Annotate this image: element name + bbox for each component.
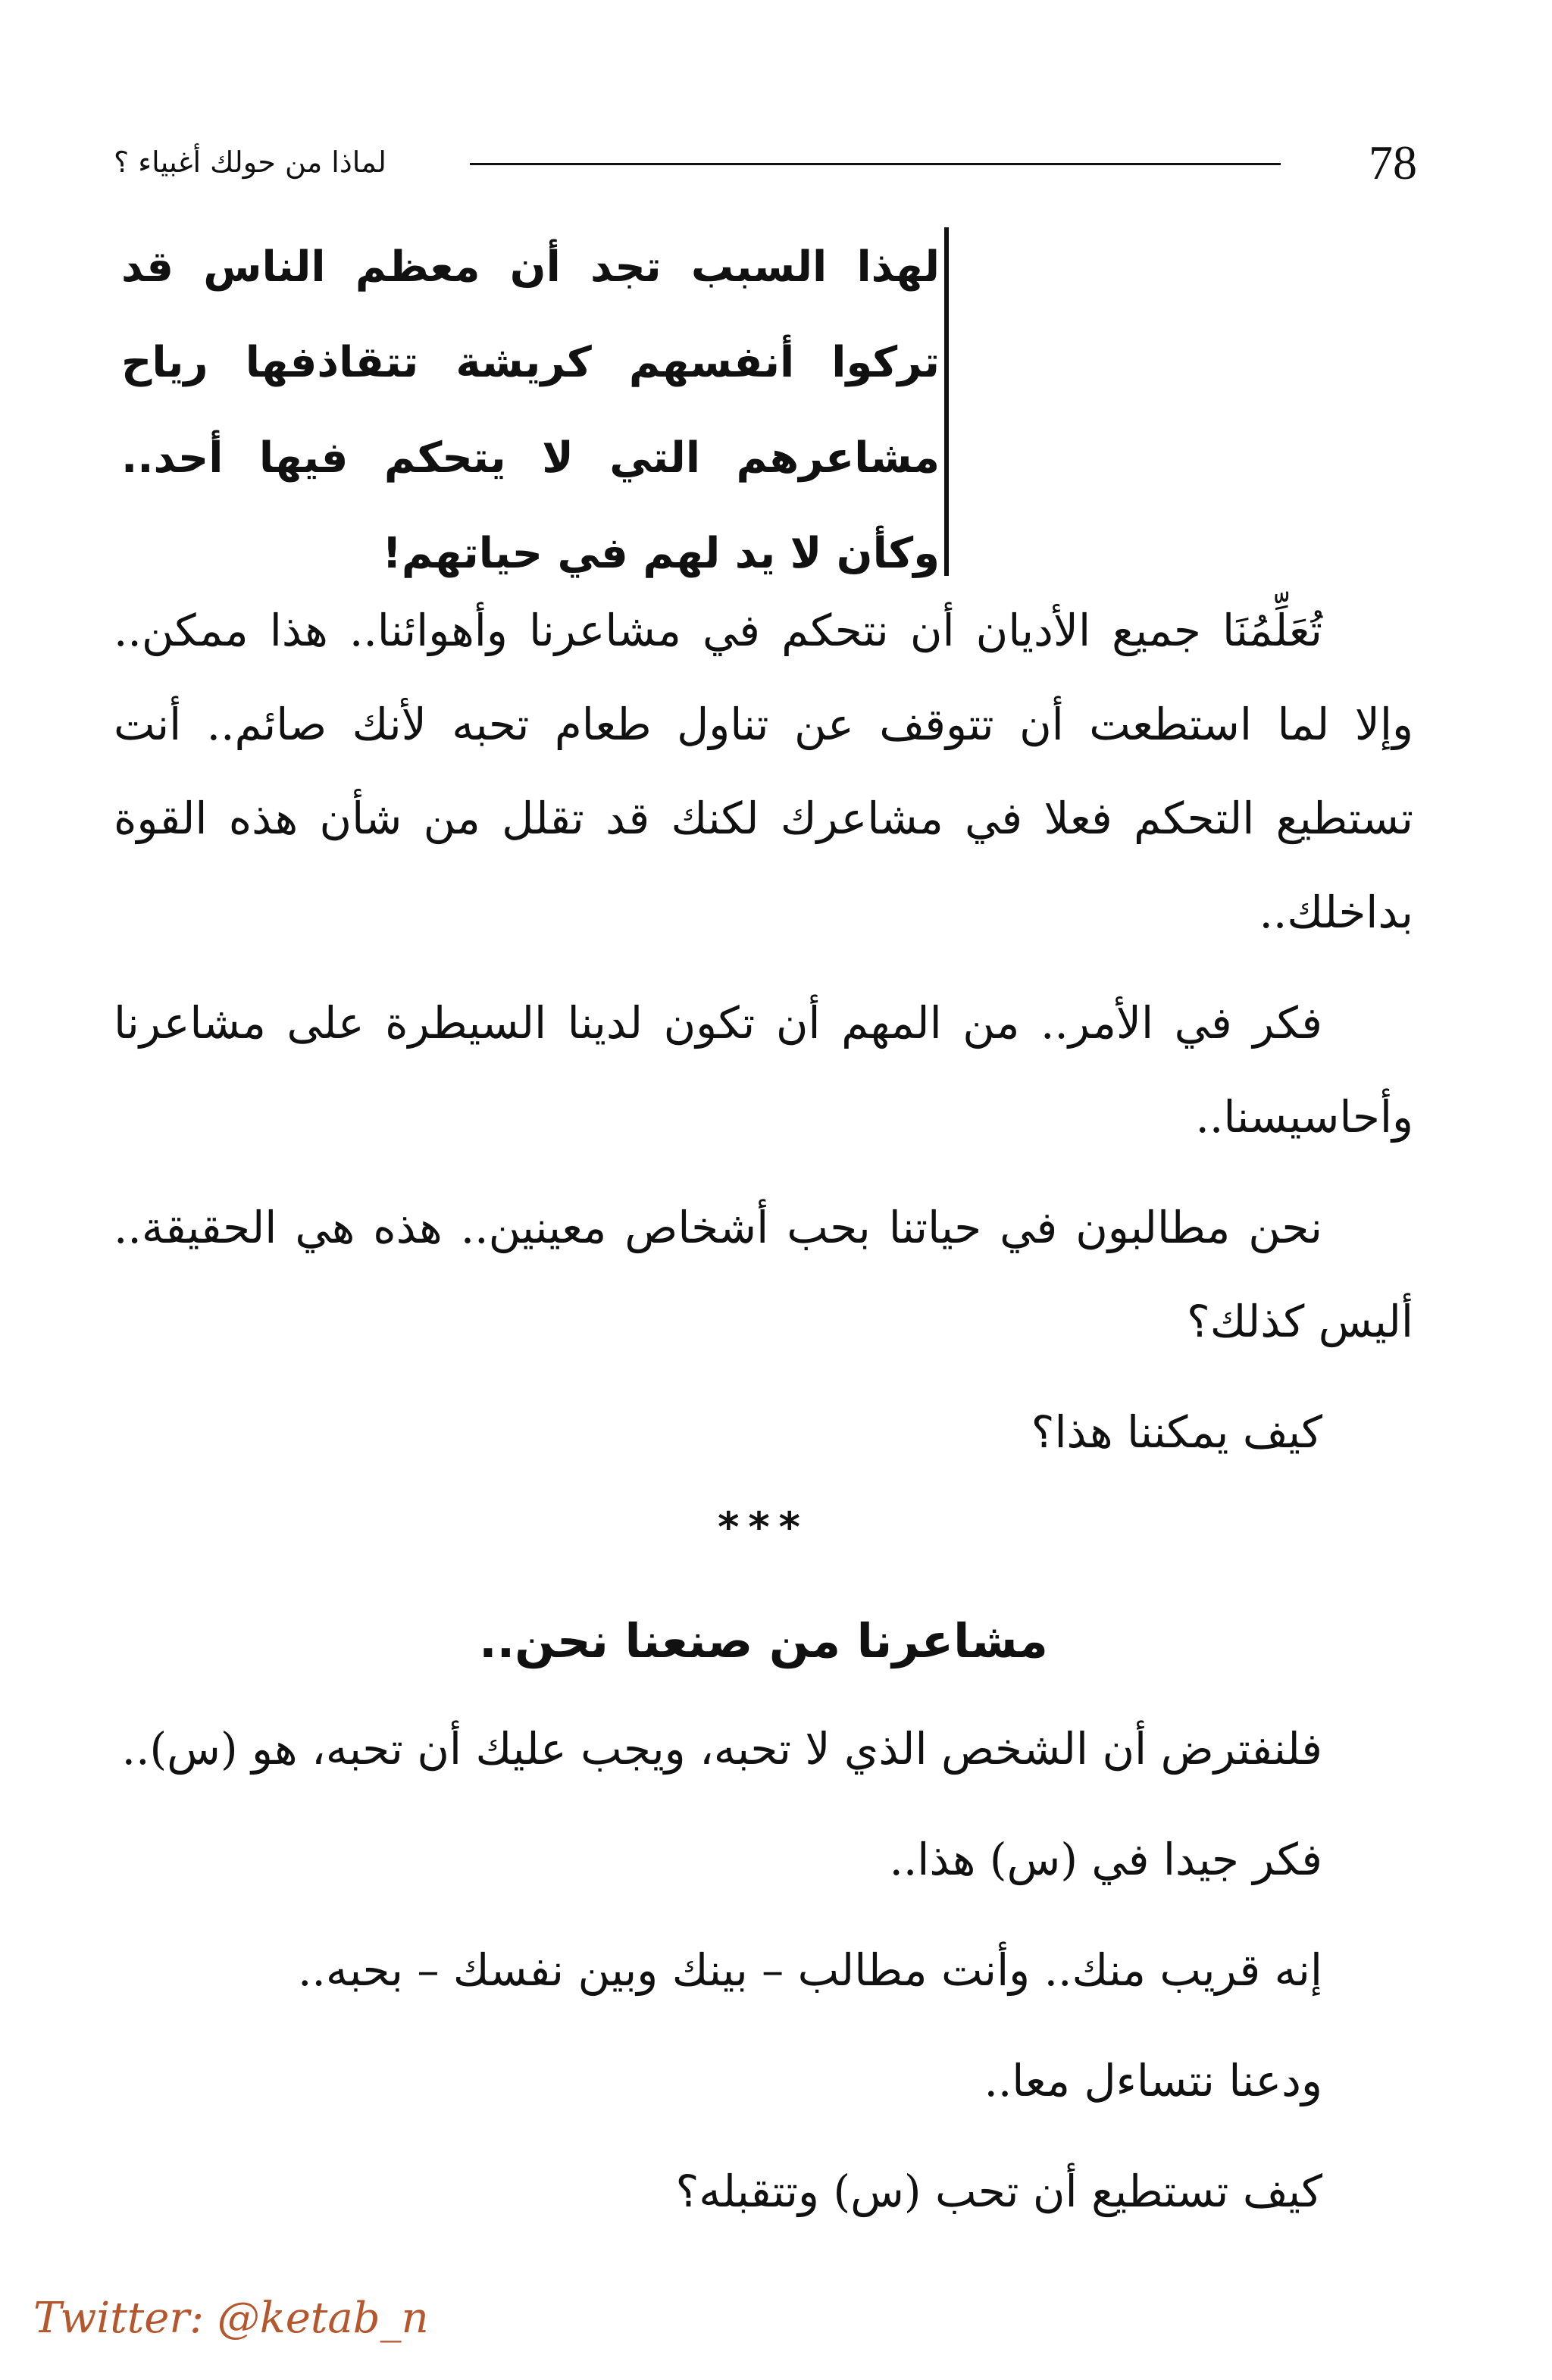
pullquote-divider	[944, 227, 949, 576]
header-divider	[470, 163, 1281, 165]
twitter-watermark: Twitter: @ketab_n	[33, 2294, 429, 2343]
paragraph: ودعنا نتساءل معا..	[984, 2055, 1322, 2106]
paragraph: كيف تستطيع أن تحب (س) وتتقبله؟	[675, 2166, 1322, 2217]
section-heading: مشاعرنا من صنعنا نحن..	[479, 1613, 1048, 1669]
body-text	[114, 583, 1413, 2238]
page-header	[114, 129, 1417, 197]
paragraph: فكر في الأمر.. من المهم أن تكون لدينا السيطرة على مشاعرنا وأحاسيسنا..	[114, 997, 1413, 1143]
section-separator: ***	[718, 1503, 809, 1551]
paragraph: فكر جيدا في (س) هذا..	[889, 1834, 1322, 1885]
running-title: لماذا من حولك أغبياء ؟	[114, 145, 386, 179]
paragraph: تُعَلِّمُنَا جميع الأديان أن نتحكم في مشاعرنا وأهوائنا.. هذا ممكن.. وإلا لما استطعت أن تتوقف عن تناول طعام تحبه لأنك صائم.. أنت تستطيع التحكم فعلا في مشاعرك لكنك قد تقلل من شأن هذه القوة بداخلك..	[114, 605, 1413, 938]
paragraph: كيف يمكننا هذا؟	[1031, 1406, 1322, 1458]
page-number: 78	[1369, 136, 1417, 189]
paragraph: فلنفترض أن الشخص الذي لا تحبه، ويجب عليك أن تحبه، هو (س)..	[121, 1723, 1322, 1775]
paragraph: إنه قريب منك.. وأنت مطالب – بينك وبين نفسك – بحبه..	[297, 1944, 1322, 1996]
pullquote: لهذا السبب تجد أن معظم الناس قد تركوا أنفسهم كريشة تتقاذفها رياح مشاعرهم التي لا يتحكم فيها أحد.. وكأن لا يد لهم في حياتهم!	[121, 242, 940, 578]
paragraph: نحن مطالبون في حياتنا بحب أشخاص معينين.. هذه هي الحقيقة.. أليس كذلك؟	[114, 1202, 1413, 1347]
